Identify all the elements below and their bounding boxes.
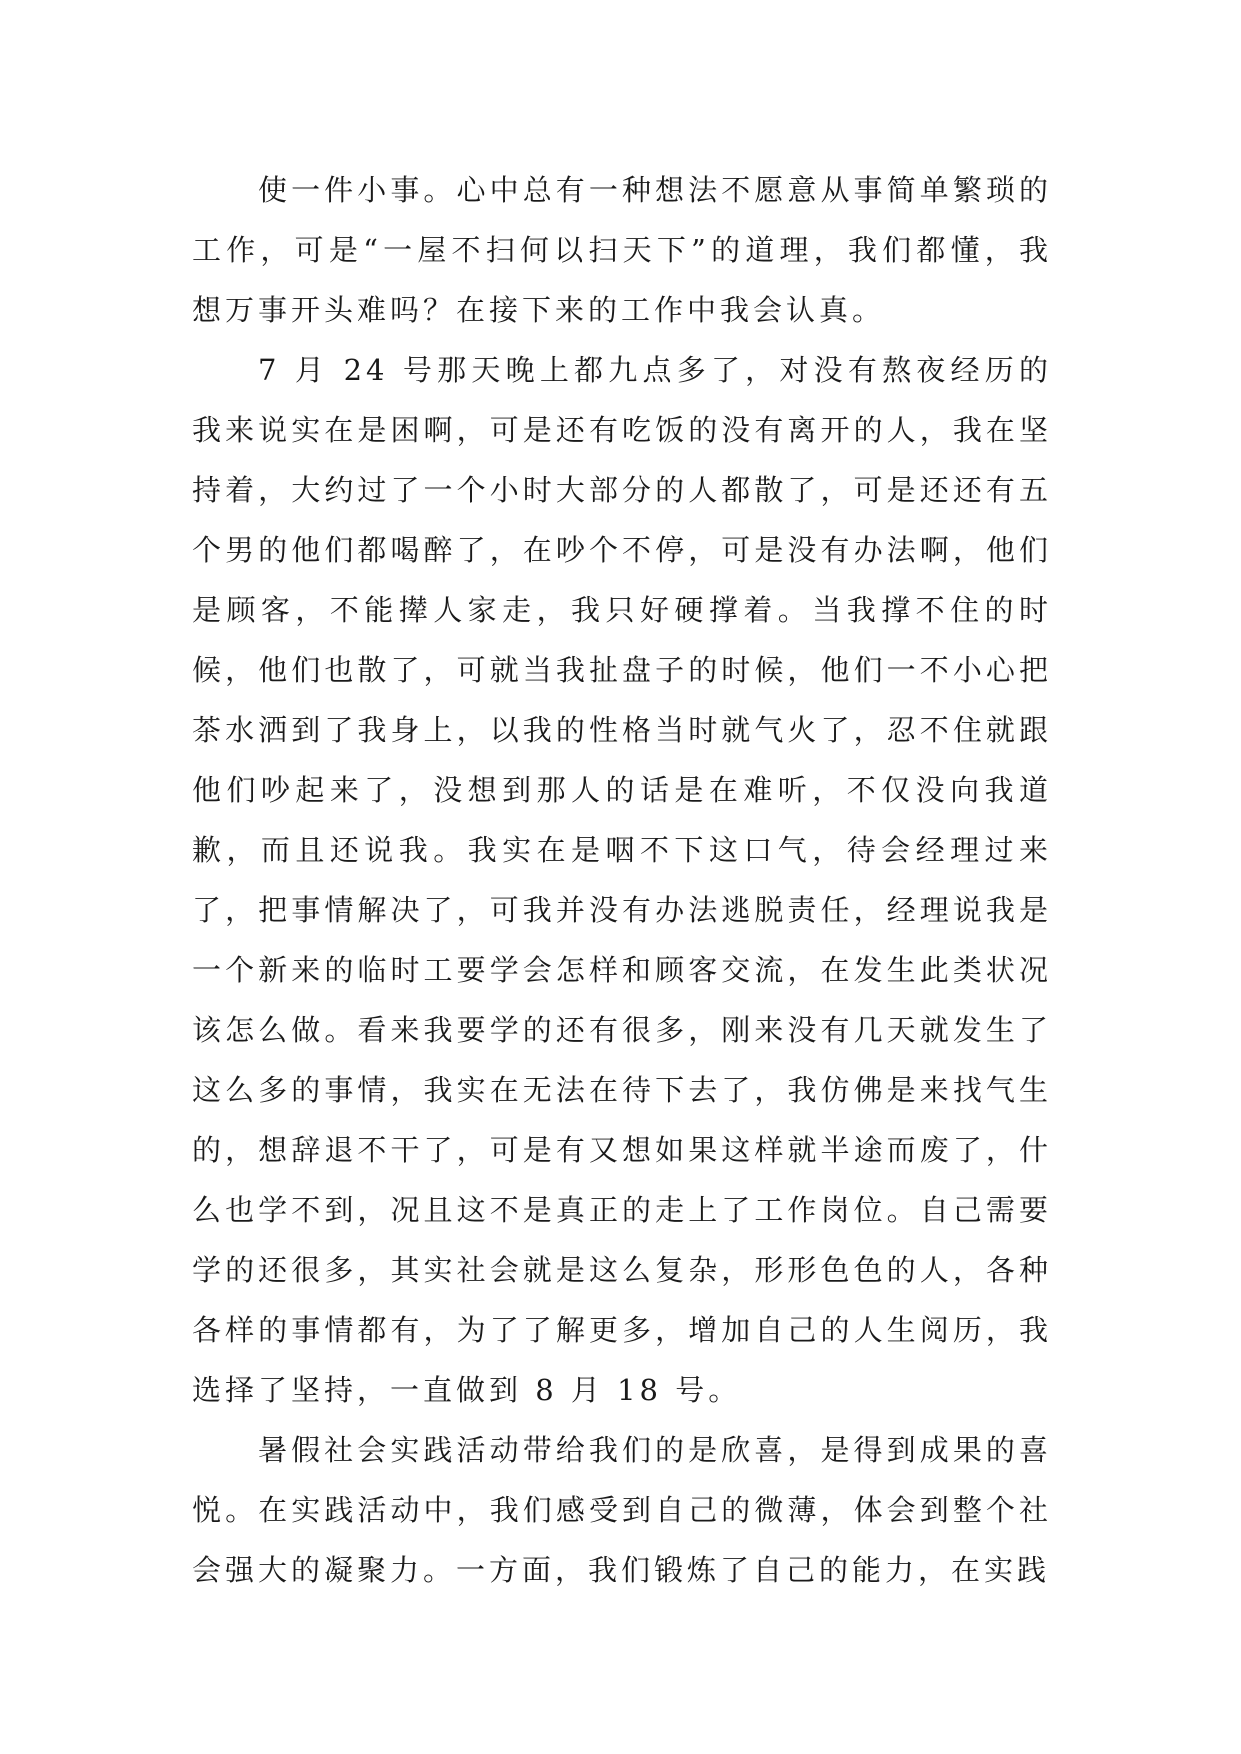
paragraph-1: 使一件小事。心中总有一种想法不愿意从事简单繁琐的工作，可是“一屋不扫何以扫天下”的道理，我们都懂，我想万事开头难吗？在接下来的工作中我会认真。 bbox=[192, 173, 1052, 327]
paragraph-3: 暑假社会实践活动带给我们的是欣喜，是得到成果的喜悦。在实践活动中，我们感受到自己的微薄，体会到整个社会强大的凝聚力。一方面，我们锻炼了自己的能力，在实践 bbox=[192, 1433, 1052, 1587]
paragraph-2: 7 月 24 号那天晚上都九点多了，对没有熬夜经历的我来说实在是困啊，可是还有吃饭的没有离开的人，我在坚持着，大约过了一个小时大部分的人都散了，可是还还有五个男的他们都喝醉了，在吵个不停，可是没有办法啊，他们是顾客，不能撵人家走，我只好硬撑着。当我撑不住的时候，他们也散了，可就当我扯盘子的时候，他们一不小心把茶水洒到了我身上，以我的性格当时就气火了，忍不住就跟他们吵起来了，没想到那人的话是在难听，不仅没向我道歉，而且还说我。我实在是咽不下这口气，待会经理过来了，把事情解决了，可我并没有办法逃脱责任，经理说我是一个新来的临时工要学会怎样和顾客交流，在发生此类状况该怎么做。看来我要学的还有很多，刚来没有几天就发生了这么多的事情，我实在无法在待下去了，我仿佛是来找气生的，想辞退不干了，可是有又想如果这样就半途而废了，什么也学不到，况且这不是真正的走上了工作岗位。自己需要学的还很多，其实社会就是这么复杂，形形色色的人，各种各样的事情都有，为了了解更多，增加自己的人生阅历，我选择了坚持，一直做到 8 月 18 号。 bbox=[192, 353, 1052, 1407]
body-text bbox=[192, 160, 1052, 1600]
